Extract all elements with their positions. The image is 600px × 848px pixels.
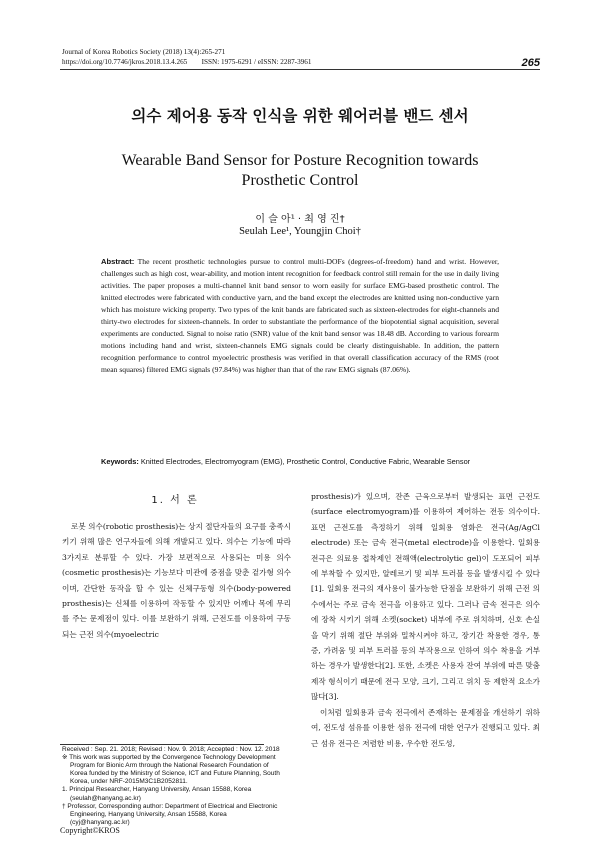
abstract-text: The recent prosthetic technologies pursue to control multi-DOFs (degrees-of-freedom) hand and wrist. However, challenges such as high cost, wear-ability, and motion intent recognition for feedback control still remain for the use in daily living activities. The paper proposes a multi-channel knit band sensor to worn easily for surface EMG-based prosthetic control. The knitted electrodes were fabricated with conductive yarn, and the band except the electrodes are knitted using non-conductive yarn which has moisture wicking property. Two types of the knit bands are fabricated such as sixteen-electrodes for eight-channels and thirty-two electrodes for sixteen-channels. In order to substantiate the performance of the biopotential signal acquisition, several experiments are conducted. Signal to noise ratio (SNR) value of the knit band sensor was 18.48 dB. According to various forearm motions including hand and wrist, sixteen-channels EMG signals could be clearly distinguishable. In addition, the pattern recognition performance to control myoelectric prosthesis was verified in that overall classification accuracy of the RMS (root mean squares) filtered EMG signals (97.84%) was higher than that of the raw EMG signals (87.06%). [101, 257, 499, 375]
english-authors: Seulah Lee¹, Youngjin Choi† [239, 226, 361, 237]
keywords-label: Keywords: [101, 457, 139, 466]
author1-note: 1. Principal Researcher, Hanyang University, Ansan 15588, Korea (seulah@hanyang.ac.kr) [62, 786, 252, 802]
korean-authors: 이 슬 아¹ · 최 영 진† [255, 214, 345, 225]
body-paragraph: 이처럼 일회용과 금속 전극에서 존재하는 문제점을 개선하기 위하여, 전도성 섬유를 이용한 섬유 전극에 대한 연구가 진행되고 있다. 최근 섬유 전극은 저렴한 비용, 우수한 전도성, [311, 707, 540, 748]
body-right-column [311, 489, 540, 751]
body-left-column: 로봇 의수(robotic prosthesis)는 상지 절단자들의 요구를 충족시키기 위해 많은 연구자들에 의해 개발되고 있다. 의수는 기능에 따라 3가지로 분류할 수 있다. 가장 보편적으로 사용되는 미용 의수(cosmetic prosthesis)는 기능보다 미관에 중점을 맞춘 겉가형 의수이며, 간단한 동작을 할 수 있는 신체구동형 의수(body-powered prosthesis)는 신체를 이용하여 작동할 수 있지만 어깨나 목에 무리를 주는 문제점이 있다. 이를 보완하기 위해, 근전도를 이용하여 구동되는 근전 의수(myoelectric [62, 522, 291, 639]
abstract-label: Abstract: [101, 257, 135, 266]
english-title-line2: Prosthetic Control [241, 172, 359, 189]
english-title-line1: Wearable Band Sensor for Posture Recognition towards [121, 152, 479, 169]
corresponding-author-note: † Professor, Corresponding author: Department of Electrical and Electronic Engineering, Hanyang University, Ansan 15588, Korea (cyj@hanyang.ac.kr) [62, 802, 278, 826]
funding-note: ※ This work was supported by the Convergence Technology Development Program for Bionic Arm through the National Research Foundation of Korea funded by the Ministry of Science, ICT and Future Planning, South Korea, under NRF-2015M3C1B2052811. [62, 754, 280, 786]
footnotes [62, 746, 280, 827]
section-heading-introduction: 1. 서 론 [151, 495, 199, 506]
page-number: 265 [521, 57, 540, 69]
body-paragraph: prosthesis)가 있으며, 잔존 근육으로부터 발생되는 표면 근전도(surface electromyogram)를 이용하여 제어하는 전동 의수이다. 표면 근전도를 측정하기 위해 일회용 염화은 전극(Ag/AgCl electrode) 또는 금속 전극(metal electrode)을 이용한다. 일회용 전극은 의료용 접착제인 전해액(electrolytic gel)이 도포되어 피부에 부착할 수 있지만, 알레르기 및 피부 트러블 등을 발생시킬 수 있다[1]. 일회용 전극의 재사용이 불가능한 단점을 보완하기 위해 근전 의수에서는 주로 금속 전극을 이용하고 있다. 그러나 금속 전극은 의수에 장착 시키기 위해 소켓(socket) 내부에 주로 위치하며, 신호 손실을 막기 위해 절단 부위와 밀착시켜야 하고, 장기간 착용한 경우, 통증, 가려움 및 피부 트러블 등의 부작용으로 인하여 의수 착용을 거부하는 경우가 발생한다[2]. 또한, 소켓은 사용자 잔여 부위에 따른 맞춤 제작 형식이기 때문에 전극 모양, 크기, 그리고 위치 등 제한적 요소가 많다[3]. [311, 492, 540, 702]
keywords-text: Knitted Electrodes, Electromyogram (EMG), Prosthetic Control, Conductive Fabric, Wearable Sensor [140, 457, 471, 466]
abstract [101, 256, 499, 376]
footnote-rule [60, 744, 264, 745]
copyright: Copyright©KROS [60, 826, 120, 835]
keywords [101, 456, 521, 467]
korean-title: 의수 제어용 동작 인식을 위한 웨어러블 밴드 센서 [131, 107, 469, 125]
journal-citation: Journal of Korea Robotics Society (2018) 13(4):265-271 [62, 48, 226, 56]
doi-issn-line: https://doi.org/10.7746/jkros.2018.13.4.265 ISSN: 1975-6291 / eISSN: 2287-3961 [62, 58, 312, 66]
english-title [60, 151, 540, 191]
received-dates: Received : Sep. 21. 2018; Revised : Nov. 9. 2018; Accepted : Nov. 12. 2018 [62, 746, 280, 753]
header-rule [60, 69, 540, 70]
